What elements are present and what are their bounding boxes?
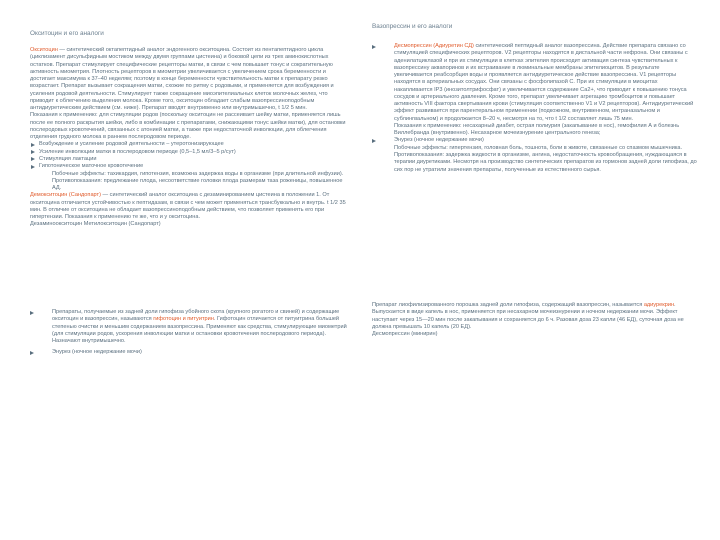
list-item: Усиление инволюции матки в послеродовом периоде (0,5–1,5 мл/3–5 р/сут) <box>30 149 348 156</box>
adiurecrin-section <box>372 302 697 338</box>
oxytocin-use-list <box>30 141 348 170</box>
left-heading: Окситоцин и его аналоги <box>30 30 104 37</box>
demoxytocin-line: Дезаминоокситоцин Метилокситоцин (Сандопарт) <box>30 221 161 228</box>
demoxytocin-name: Демокситоцин (Сандопарт) <box>30 192 101 199</box>
adiurecrin-name: адиурекрин <box>643 302 675 308</box>
list-item: Стимуляция лактации <box>30 156 348 163</box>
adiurecrin-description: Препарат лиофилизированного порошка задней доли гипофиза, содержащий вазопрессин, называется адиурекрин. Выпускается в виде капель в нос, применяется при несахарном мочеизнурении и ночном недержании мочи. Эффект наступает через 15—20 мин после закапывания и сохраняется до 6 ч. Разовая доза 23 капли (46 ЕД), суточная доза не должна превышать 10 капель (20 ЕД). <box>372 302 684 330</box>
enuresis-side-effects: Побочные эффекты: гипертензия, головная боль, тошнота, боли в животе, связанные со спазмом мышечника. <box>394 144 683 151</box>
pituitrin-name: гифотоцин и питуитрин <box>153 316 214 323</box>
list-item: Десмопрессин (Адиуретин СД) синтетический пептидный аналог вазопрессина. Действие препарата связано со стимуляцией специфических рецепторов. V2 рецепторы находятся в дистальной части нефрона. Они связаны с аденилатциклазой и при их стимуляции в клетках эпителия происходит активация синтеза чувствительных к вазопрессину аквапоринов и их встраивание в люминальные мембраны эпителиоцитов. В результате увеличивается реабсорбция воды и проявляется антидиуретическое действие вазопрессина. V1 рецепторы находятся в артериальных сосудах. Они связаны с фосфолипазой С. При их стимуляции в миоцитах накапливается IP3 (инозитолтрифосфат) и увеличивается содержание Са2+, что приводит к повышению тонуса сосудов и артериального давления. Кроме того, препарат увеличивает агрегацию тромбоцитов и повышает активность VIII фактора свертывания крови (стимуляция соответственно V1 и V2 рецепторов). Антидиуретический эффект развивается при парентеральном применении (подкожном, внутривенном, интраназальном и сублингвальном) и продолжается 8–20 ч, несмотря на то, что t 1/2 составляет лишь 75 мин. Показания к применению: несахарный диабет, острая полиурия (закапывание в нос), гемофилия А и болезнь Виллебранда (внутривенно). Несахарное мочеизнурение центрального генеза; <box>372 43 697 137</box>
desmopressin-name: Десмопрессин (Адиуретин СД) <box>394 43 474 49</box>
enuresis-title: Энурез (ночное недержание мочи) <box>394 137 484 144</box>
desmopressin-minirin: Десмопрессин (минирин) <box>372 331 438 338</box>
desmopressin-indications: Показания к применению: несахарный диабет, острая полиурия (закапывание в нос), гемофилия А и болезнь Виллебранда (внутривенно). Несахарное мочеизнурение центрального генеза; <box>394 122 680 137</box>
enuresis-contraindications: Противопоказания: задержка жидкости в организме, ангина, недостаточность кровообращения, нуждающаяся в терапии диуретиками. Несмотря на производство синтетических препаратов из гормонов задней доли гипофиза, до сих пор не утратили значения препараты, полученные из естественного сырья. <box>394 151 697 173</box>
list-item: Гипотоническое маточное кровотечение <box>30 163 348 170</box>
oxytocin-side-effects: Побочные эффекты: тахикардия, гипотензия, возможна задержка воды в организме (при длительной инфузии). <box>52 170 344 177</box>
list-item <box>372 137 697 173</box>
oxytocin-name: Окситоцин <box>30 47 58 53</box>
oxytocin-section <box>30 47 348 229</box>
oxytocin-indications: Показания к применению: для стимуляции родов (поскольку окситоцин не рассеивает шейку матки, применяется лишь после ее полного раскрытия шейки, либо в комбинации с препаратами, снижающими тонус шейки матки), для остановки послеродовых кровотечений, связанных с атонией матки, а также при недостаточной инволюции, для облегчения отделения грудного молока в раннем послеродовом периоде. <box>30 112 346 141</box>
demoxytocin-description: Демокситоцин (Сандопарт) — синтетический аналог окситоцина с дезаминированием цистеина в положении 1. От окситоцина отличается устойчивостью к пептидазам, в связи с чем может применяться трансбуккально и внутрь. t 1/2 35 мин. В отличие от окситоцина не обладает вазопрессиноподобным действием, что позволяет применять его при гипертензии. Показания к применению те же, что и у окситоцина. <box>30 192 346 221</box>
list-item: Возбуждение и усиление родовой деятельности – утеротонизирующее <box>30 141 348 148</box>
oxytocin-description: Окситоцин — синтетический октапептидный аналог эндогенного окситоцина. Состоит из пентапептидного цикла (циклизамент дисульфидным мостиком между двумя группами цистеина) и боковой цепи из трех аминокислотных остатков. Препарат стимулирует специфические рецепторы матки, в связи с чем повышает тонус и сократительную активность миометрия. Плотность рецепторов в миометрии увеличивается с увеличением срока беременности и достигает максимума к 37–40 неделям; поэтому в конце беременности чувствительность матки к препарату резко возрастает. Препарат вызывает сокращения матки, схожие по ритму с родовыми, и применяется для возбуждения и усиления родовой деятельности. Стимулирует также сокращение миоэпителиальных клеток молочных желез, что приводит к облегчению выделения молока. Кроме того, окситоцин обладает слабым вазопрессиноподобным антидиуретическим действием (см. ниже). Препарат вводят внутривенно или внутримышечно, t 1/2 5 мин. <box>30 47 334 112</box>
right-heading: Вазопрессин и его аналоги <box>372 23 453 30</box>
list-item: Препараты, получаемые из задней доли гипофиза убойного скота (крупного рогатого и свиней) и содержащие окситоцин и вазопрессин, называются гифотоцин и питуитрин. Гифотоцин отличается от питуитрина большей степенью очистки и меньшим содержанием вазопрессина. Применяют как средства, стимулирующие миометрий (для стимуляции родов, ускорения инволюции матки и остановки кровотечения послеродового периода). Назначают внутримышечно. <box>30 309 348 345</box>
posterior-pituitary-section <box>30 309 348 357</box>
desmopressin-section <box>372 43 697 174</box>
list-item: Энурез (ночное недержание мочи) <box>30 349 348 356</box>
oxytocin-contraindications: Противопоказания: предлежание плода, несоответствие головки плода размерам таза роженицы, повышенное АД. <box>52 177 343 192</box>
